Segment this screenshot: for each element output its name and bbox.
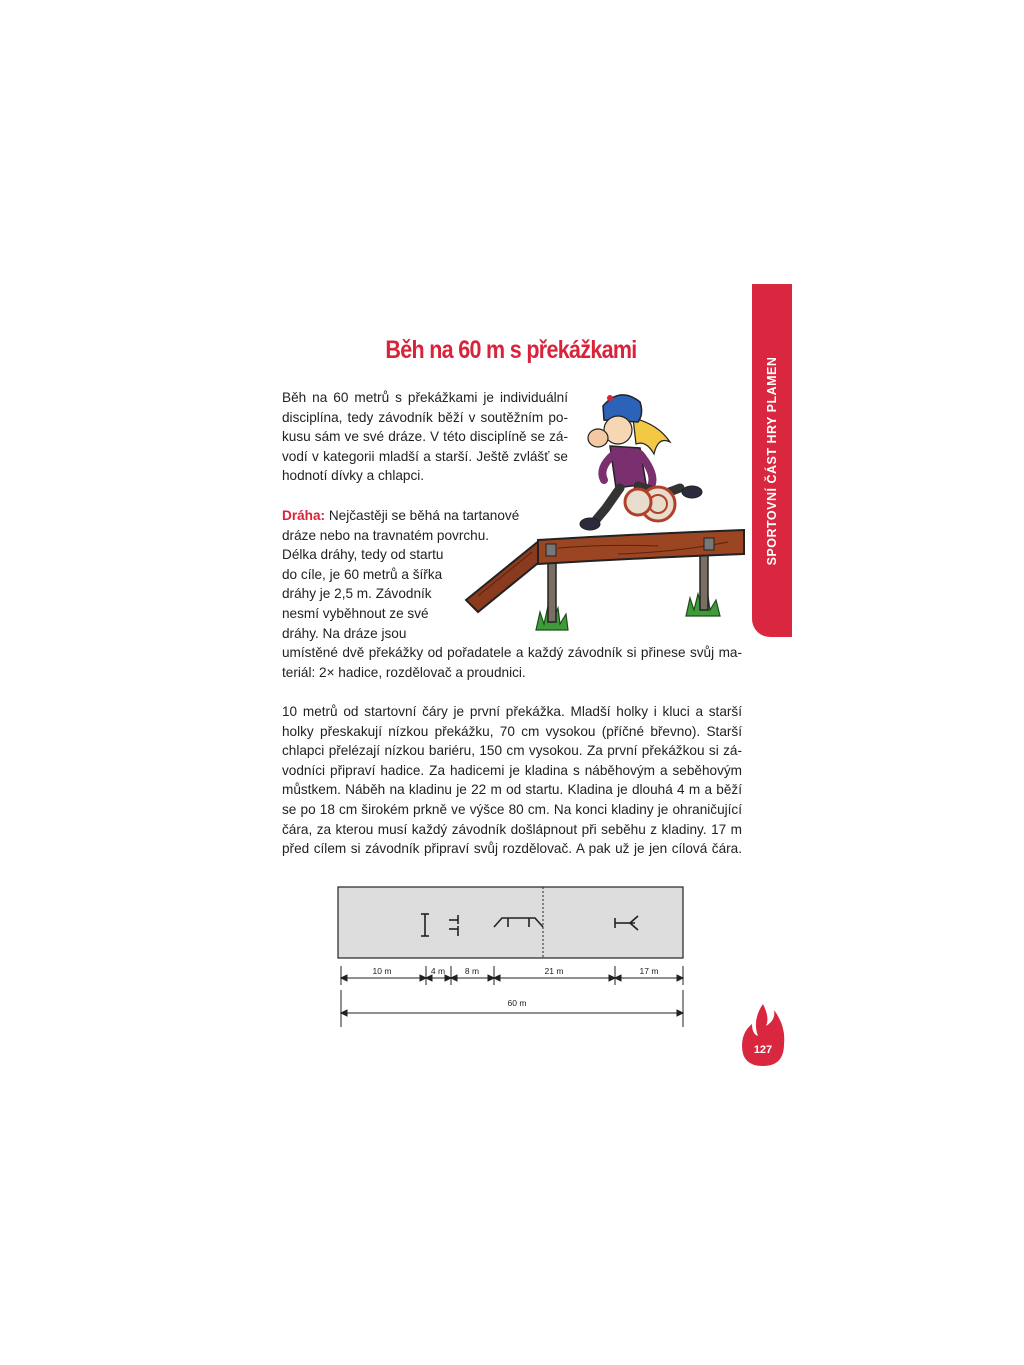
beam-post-right [700,554,708,610]
text-line: kusu sám ve své dráze. V této disciplíně se zá- [282,429,568,445]
course-diagram [330,880,692,1030]
text-line: hodnotí dívky a chlapci. [282,468,425,484]
page-number-badge [740,1002,786,1068]
page-number: 127 [753,1044,773,1056]
text-line: dráhy. Na dráze jsou [282,625,407,641]
text-line: Běh na 60 metrů s překážkami je individuální [282,390,568,405]
beam-post-left [548,560,556,622]
text-line: vodí v kategorii mladší a starší. Ještě zvlášť se [282,448,568,464]
text-line: chlapci přelézají nízkou bariéru, 150 cm vysokou. Za první překážkou si zá- [282,743,742,759]
text-line: disciplína, tedy závodník běží v soutěžním po- [282,409,568,425]
text-line: dráze nebo na travnatém povrchu. [282,527,490,543]
segment-label: 10 m [372,966,392,976]
text-line: holky přeskakují nízkou překážku, 70 cm vysokou (příčné břevno). Starší [282,723,742,739]
track-first-line: Nejčastěji se běhá na tartanové [325,508,520,523]
page-title: Běh na 60 m s překážkami [385,336,637,364]
segment-label: 17 m [639,966,659,976]
text-line: můstkem. Náběh na kladinu je 22 m od startu. Kladina je dlouhá 4 m a běží [282,782,742,798]
total-length-label: 60 m [507,998,527,1008]
text-line: 10 metrů od startovní čáry je první překážka. Mladší holky i kluci a starší [282,704,742,719]
segment-label: 8 m [464,966,480,976]
segment-label: 4 m [430,966,446,976]
obstacles-paragraph [282,702,742,859]
text-line: Délka dráhy, tedy od startu [282,547,444,563]
flame-icon [740,1002,786,1068]
text-line: dráhy je 2,5 m. Závodník [282,586,432,602]
text-line: vodníci připraví hadice. Za hadicemi je kladina s náběhovým a seběhovým [282,762,742,778]
text-line: teriál: 2× hadice, rozdělovač a proudnici. [282,664,526,680]
text-line: čára, za kterou musí každý závodník došlápnout při seběhu z kladiny. 17 m [282,821,742,837]
text-line: se po 18 cm širokém prkně ve výšce 80 cm. Na konci kladiny je ohraničující [282,801,742,817]
segment-label: 21 m [544,966,564,976]
text-line: do cíle, je 60 metrů a šířka [282,566,443,582]
text-line: umístěné dvě překážky od pořadatele a každý závodník si přinese svůj ma- [282,645,742,661]
section-side-tab [752,284,792,637]
text-line: před cílem si závodník připraví svůj rozdělovač. A pak už je jen cílová čára. [282,841,742,857]
track-term: Dráha: [282,508,326,523]
runner-on-beam-illustration [458,384,750,634]
runner-figure [580,395,702,530]
side-tab-label: SPORTOVNÍ ČÁST HRY PLAMEN [765,356,779,565]
text-line: nesmí vyběhnout ze své [282,605,429,621]
